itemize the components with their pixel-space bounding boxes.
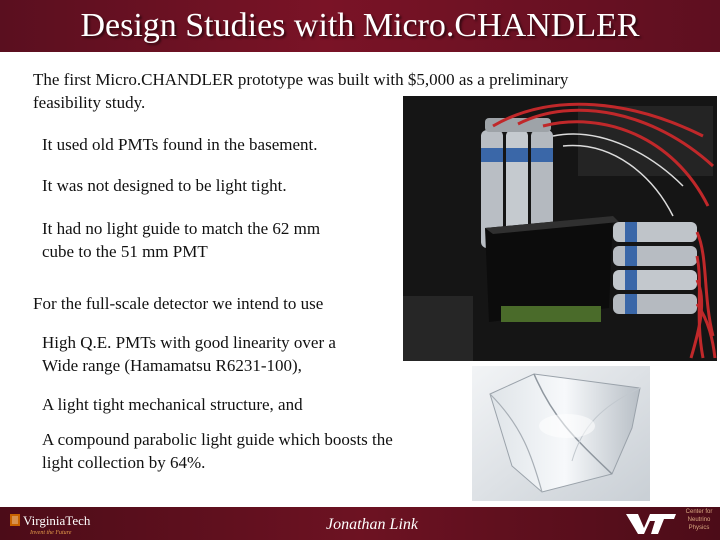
bullet-no-light-guide-line-2: cube to the 51 mm PMT <box>42 242 208 261</box>
prototype-detector-photo <box>403 96 717 361</box>
item-pmts-line-2: Wide range (Hamamatsu R6231-100), <box>42 356 302 375</box>
light-guide-photo <box>472 366 650 501</box>
center-neutrino-physics-logo <box>680 508 718 532</box>
svg-text:VirginiaTech: VirginiaTech <box>23 513 91 528</box>
bullet-no-light-guide-line-1: It had no light guide to match the 62 mm <box>42 219 321 238</box>
center-logo-line-1: Center for <box>685 509 713 515</box>
intro-text-line-1: The first Micro.CHANDLER prototype was built with $5,000 as a preliminary <box>33 70 569 89</box>
item-pmts-line-1: High Q.E. PMTs with good linearity over a <box>42 333 336 352</box>
item-light-guide-line-2: light collection by 64%. <box>42 453 206 472</box>
center-logo-line-3: Physics <box>688 525 710 531</box>
svg-text:Invent the Future: Invent the Future <box>30 530 72 536</box>
slide-title: Design Studies with Micro.CHANDLER <box>80 7 640 44</box>
presenter-name: Jonathan Link <box>326 516 418 533</box>
bullet-not-light-tight: It was not designed to be light tight. <box>42 176 287 195</box>
full-scale-heading: For the full-scale detector we intend to use <box>33 294 324 313</box>
intro-text-line-2: feasibility study. <box>33 93 146 112</box>
vt-monogram-icon <box>624 512 678 541</box>
center-logo-line-2: Neutrino <box>687 517 711 523</box>
bullet-old-pmts: It used old PMTs found in the basement. <box>42 135 318 154</box>
virginia-tech-logo <box>8 511 126 537</box>
item-mechanical-structure: A light tight mechanical structure, and <box>42 395 303 414</box>
item-light-guide-line-1: A compound parabolic light guide which boosts the <box>42 430 393 449</box>
